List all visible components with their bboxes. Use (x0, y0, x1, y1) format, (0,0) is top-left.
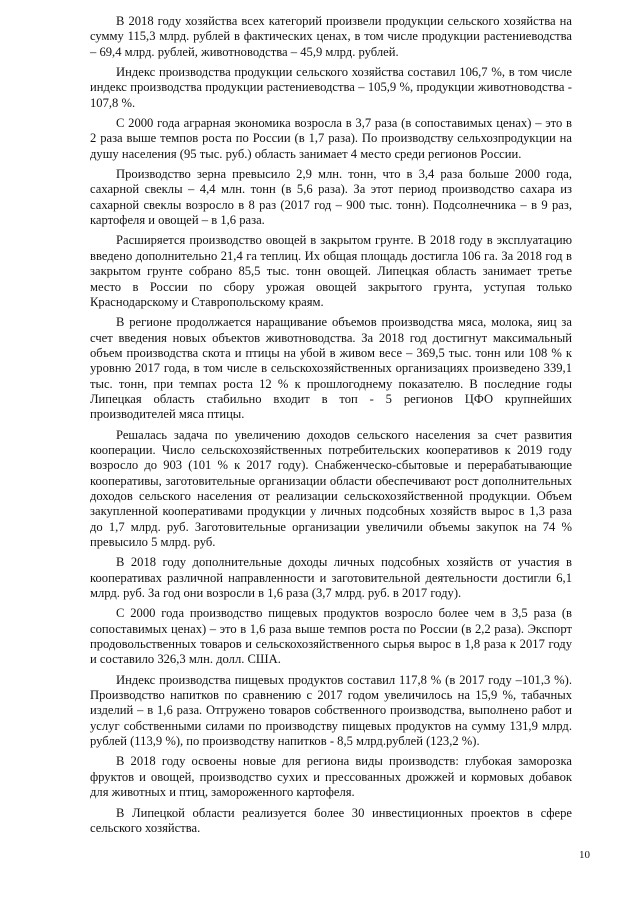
paragraph-new-production: В 2018 году освоены новые для региона виды производств: глубокая заморозка фруктов и овощей, производство сухих и прессованных дрожжей и кормовых добавок для животных и птиц, замороженного картофеля. (90, 754, 572, 800)
paragraph-investment-projects: В Липецкой области реализуется более 30 инвестиционных проектов в сфере сельского хозяйства. (90, 805, 572, 835)
paragraph-livestock: В регионе продолжается наращивание объемов производства мяса, молока, яиц за счет введения новых объектов животноводства. За 2018 год достигнут максимальный объем производства скота и птицы на убой в живом весе – 369,5 тыс. тонн или 108 % к уровню 2017 года, в том числе в сельскохозяйственных организациях произведено 339,1 тыс. тонн, при темпах роста 12 % к прошлогоднему показателю. В последние годы Липецкая область стабильно входит в топ - 5 регионов ЦФО крупнейших производителей мяса птицы. (90, 315, 572, 422)
paragraph-food-production: С 2000 года производство пищевых продуктов возросло более чем в 3,5 раза (в сопоставимых ценах) – это в 1,6 раза выше темпов роста по России (в 2,2 раза). Экспорт продовольственных товаров и сельскохозяйственного сырья вырос в 1,8 раза к 2017 году и составило 326,3 млн. долл. США. (90, 606, 572, 667)
paragraph-production-index: Индекс производства продукции сельского хозяйства составил 106,7 %, в том числе индекс производства продукции растениеводства – 105,9 %, продукции животноводства - 107,8 %. (90, 65, 572, 110)
document-page (90, 14, 572, 841)
paragraph-cooperation: Решалась задача по увеличению доходов сельского населения за счет развития кооперации. Число сельскохозяйственных потребительских кооперативов к 2019 году возросло до 903 (101 % к 2017 году). Снабженческо-сбытовые и перерабатывающие кооперативы, заготовительные организации области обеспечивают рост дополнительных доходов сельского населения от реализации сельскохозяйственной продукции. Объем закупленной кооперативами продукции у личных подсобных хозяйств вырос в 1,3 раза до 1,7 млрд. руб. Заготовительные организации увеличили объемы закупок на 74 % превысило 5 млрд. руб. (90, 427, 572, 549)
paragraph-growth-since-2000: С 2000 года аграрная экономика возросла в 3,7 раза (в сопоставимых ценах) – это в 2 раза выше темпов роста по России (в 1,7 раза). По производству сельхозпродукции на душу населения (95 тыс. руб.) область занимает 4 место среди регионов России. (90, 116, 572, 161)
paragraph-household-income: В 2018 году дополнительные доходы личных подсобных хозяйств от участия в кооперативах различной направленности и заготовительной деятельности достигли 6,1 млрд. руб. За год они возросли в 1,6 раза (3,7 млрд. руб. в 2017 году). (90, 555, 572, 601)
paragraph-greenhouses: Расширяется производство овощей в закрытом грунте. В 2018 году в эксплуатацию введено дополнительно 21,4 га теплиц. Их общая площадь достигла 106 га. За 2018 год в закрытом грунте собрано 85,5 тыс. тонн овощей. Липецкая область занимает третье место в России по сбору урожая овощей закрытого грунта, уступая только Краснодарскому и Ставропольскому краям. (90, 233, 572, 309)
paragraph-agri-output: В 2018 году хозяйства всех категорий произвели продукции сельского хозяйства на сумму 115,3 млрд. рублей в фактических ценах, в том числе продукции растениеводства – 69,4 млрд. рублей, животноводства – 45,9 млрд. рублей. (90, 14, 572, 59)
page-number: 10 (579, 849, 590, 861)
paragraph-food-index: Индекс производства пищевых продуктов составил 117,8 % (в 2017 году –101,3 %). Производство напитков по сравнению с 2017 годом увеличилось на 15,9 %, табачных изделий – в 1,6 раза. Отгружено товаров собственного производства, выполнено работ и услуг собственными силами по производству пищевых продуктов на сумму 131,9 млрд. рублей (113,9 %), по производству напитков - 8,5 млрд.рублей (123,2 %). (90, 672, 572, 749)
paragraph-grain-sugar: Производство зерна превысило 2,9 млн. тонн, что в 3,4 раза больше 2000 года, сахарной свеклы – 4,4 млн. тонн (в 5,6 раза). За этот период производство сахара из сахарной свеклы возросло в 8 раз (2017 год – 900 тыс. тонн). Подсолнечника – в 9 раз, картофеля и овощей – в 1,6 раза. (90, 167, 572, 228)
